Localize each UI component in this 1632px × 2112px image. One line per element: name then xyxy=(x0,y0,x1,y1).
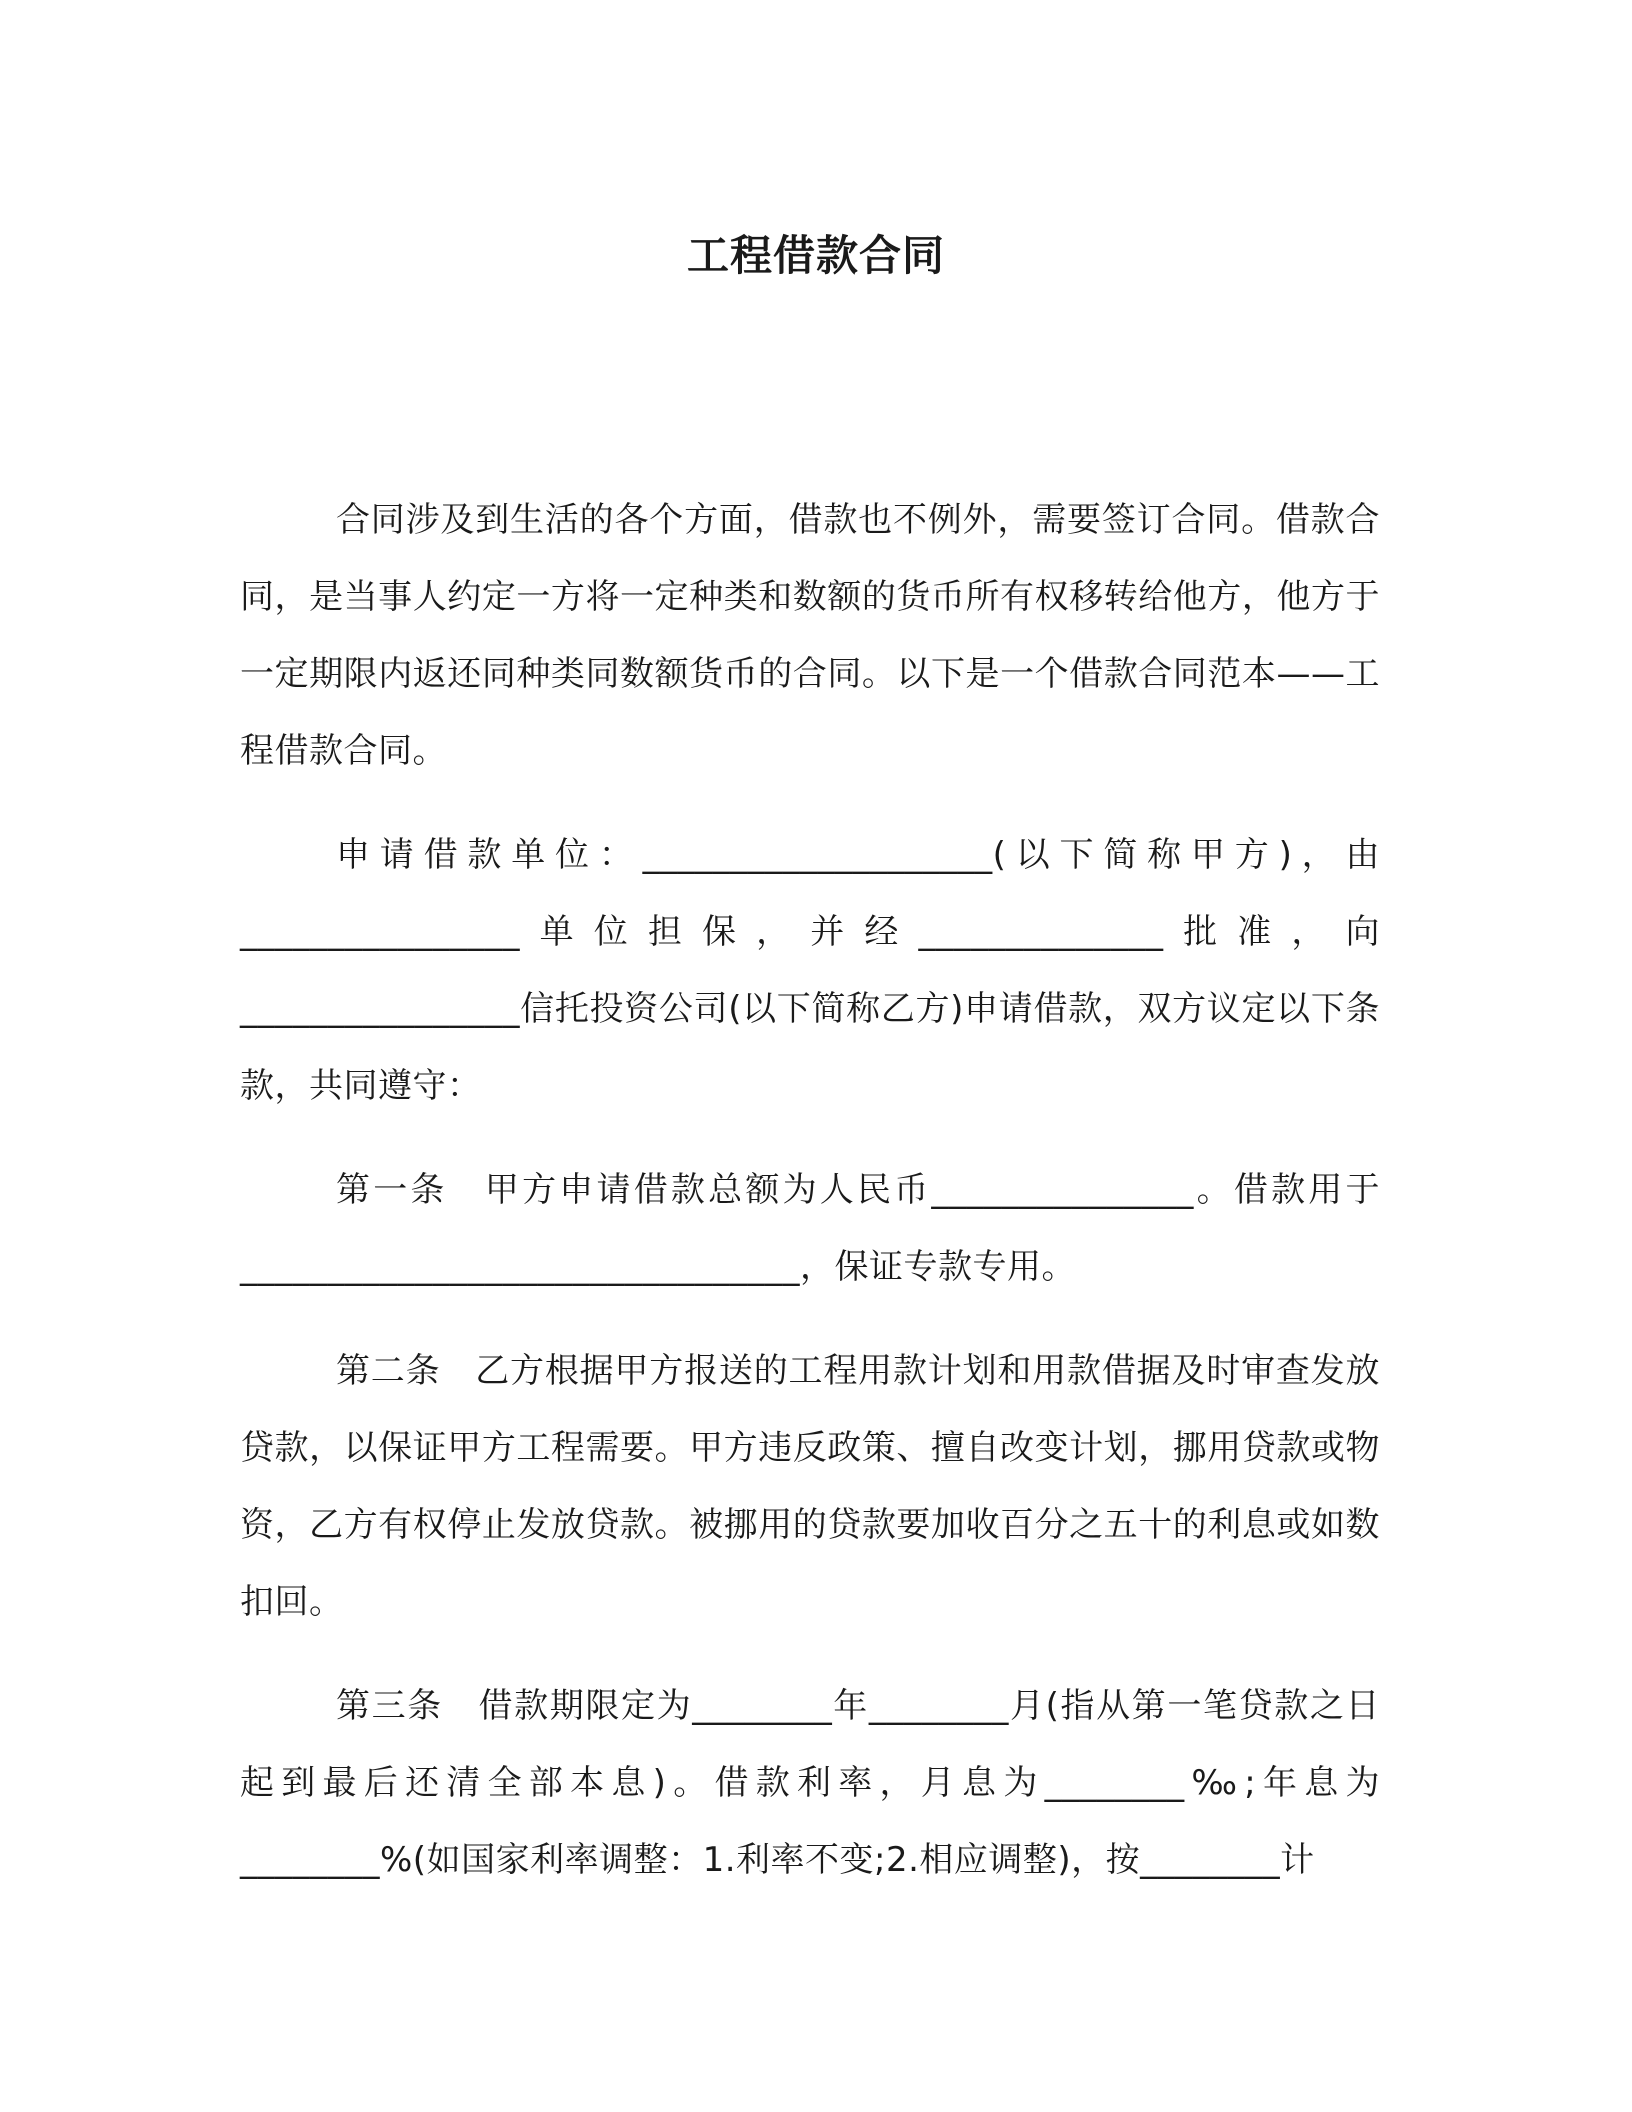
intro-paragraph: 合同涉及到生活的各个方面，借款也不例外，需要签订合同。借款合同，是当事人约定一方将一定种类和数额的货币所有权移转给他方，他方于一定期限内返还同种类同数额货币的合同。以下是一个借款合同范本——工程借款合同。 xyxy=(240,500,1380,771)
document-body xyxy=(240,482,1415,1926)
document-title: 工程借款合同 xyxy=(686,231,945,280)
article-1-paragraph: 第一条 甲方申请借款总额为人民币_______________。借款用于 ________________________________，保证专款专用。 xyxy=(240,1170,1415,1287)
article-2-paragraph: 第二条 乙方根据甲方报送的工程用款计划和用款借据及时审查发放贷款，以保证甲方工程需要。甲方违反政策、擅自改变计划，挪用贷款或物资，乙方有权停止发放贷款。被挪用的贷款要加收百分之五十的利息或如数扣回。 xyxy=(240,1351,1380,1622)
article-3-paragraph: 第三条 借款期限定为________年________月(指从第一笔贷款之日起到最后还清全部本息)。借款利率，月息为________‰;年息为________%(如国家利率调整：1.利率不变;2.相应调整)，按________计 xyxy=(240,1686,1380,1880)
applicant-paragraph: 申请借款单位：____________________(以下简称甲方)，由________________单位担保，并经______________批准，向________________信托投资公司(以下简称乙方)申请借款，双方议定以下条款，共同遵守： xyxy=(240,835,1380,1106)
